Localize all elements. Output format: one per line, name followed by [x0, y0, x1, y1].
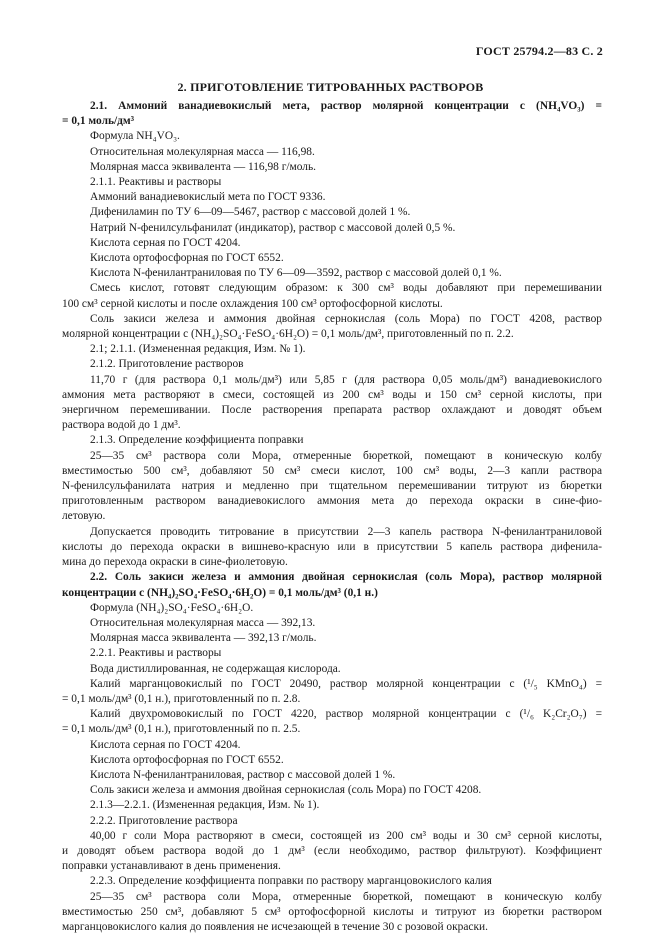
page-header: ГОСТ 25794.2—83 С. 2 [475, 44, 603, 58]
text-line: Дифениламин по ТУ 6—09—5467, раствор с массовой долей 1 %. [90, 206, 411, 219]
text-line: кислоты до перехода окраски в вишнево-красную или в присутствии 5 капель раствора дифенила- [62, 540, 602, 553]
text-line: Кислота ортофосфорная по ГОСТ 6552. [90, 753, 284, 766]
text-line: 25—35 см³ раствора соли Мора, отмеренные бюреткой, помещают в коническую колбу [90, 890, 602, 903]
text-line: 2.2. Соль закиси железа и аммония двойная сернокислая (соль Мора), раствор молярной [90, 571, 602, 584]
text-line: Допускается проводить титрование в присутствии 2—3 капель раствора N-фенилантраниловой [90, 525, 602, 538]
text-line: = 0,1 моль/дм³ (0,1 н.), приготовленный по п. 2.8. [62, 692, 301, 705]
text-line: 2.1.3. Определение коэффициента поправки [90, 434, 304, 447]
document-body [62, 99, 602, 935]
text-line: концентрации c (NH₄)₂SO₄·FeSO₄·6H₂O) = 0,1 моль/дм³ (0,1 н.) [62, 586, 378, 599]
text-line: Калий марганцовокислый по ГОСТ 20490, раствор молярной концентрации c (¹/₅ KMnO₄) = [90, 677, 602, 690]
text-line: вместимостью 250 см³, добавляют 5 см³ ортофосфорной кислоты и титруют из бюретки раствором [62, 905, 602, 918]
text-line: Молярная масса эквивалента — 392,13 г/моль. [90, 632, 317, 645]
text-line: Кислота серная по ГОСТ 4204. [90, 738, 241, 751]
text-line: и доводят объем раствора водой до 1 дм³ (если необходимо, раствор фильтруют). Коэффициент [62, 844, 602, 857]
text-line: Кислота ортофосфорная по ГОСТ 6552. [90, 252, 284, 265]
text-line: Кислота N-фенилантраниловая по ТУ 6—09—3592, раствор с массовой долей 0,1 %. [90, 267, 502, 280]
text-line: 100 см³ серной кислоты и после охлаждения 100 см³ ортофосфорной кислоты. [62, 297, 443, 310]
text-line: 2.1.2. Приготовление растворов [90, 358, 244, 371]
text-line: приготовленным раствором ванадиевокислого аммония мета до перехода окраски в сине-фио- [62, 495, 602, 508]
text-line: 2.1.1. Реактивы и растворы [90, 176, 222, 189]
text-line: мина до перехода окраски в сине-фиолетовую. [62, 556, 288, 569]
text-line: = 0,1 моль/дм³ (0,1 н.), приготовленный по п. 2.5. [62, 723, 301, 736]
text-line: Формула NH₄VO₃. [90, 130, 180, 143]
text-line: вместимостью 500 см³, добавляют 50 см³ смеси кислот, 100 см³ воды, 2—3 капли раствора [62, 464, 602, 477]
text-line: 2.2.3. Определение коэффициента поправки по раствору марганцовокислого калия [90, 875, 492, 888]
text-line: Натрий N-фенилсульфанилат (индикатор), раствор с массовой долей 0,5 %. [90, 221, 456, 234]
text-line: марганцовокислого калия до появления не исчезающей в течение 30 с розовой окраски. [62, 920, 488, 933]
text-line: Кислота серная по ГОСТ 4204. [90, 236, 241, 249]
text-line: Соль закиси железа и аммония двойная сернокислая (соль Мора) по ГОСТ 4208. [90, 784, 482, 797]
text-line: летовую. [62, 510, 106, 523]
text-line: Формула (NH₄)₂SO₄·FeSO₄·6H₂O. [90, 601, 254, 614]
text-line: энергичном перемешивании. После растворения препарата раствор охлаждают и доводят объем [62, 404, 602, 417]
text-line: 2.1; 2.1.1. (Измененная редакция, Изм. № 1). [90, 343, 306, 356]
text-line: поправки устанавливают в день применения. [62, 860, 281, 873]
text-line: 2.1. Аммоний ванадиевокислый мета, раствор молярной концентрации c (NH₄VO₃) = [90, 100, 602, 112]
text-line: Аммоний ванадиевокислый мета по ГОСТ 9336. [90, 191, 326, 204]
text-line: Кислота N-фенилантраниловая, раствор с массовой долей 1 %. [90, 768, 396, 781]
text-line: Относительная молекулярная масса — 116,98. [90, 145, 315, 158]
text-line: 40,00 г соли Мора растворяют в смеси, состоящей из 200 см³ воды и 30 см³ серной кислоты, [90, 829, 602, 842]
text-line: Вода дистиллированная, не содержащая кислорода. [90, 662, 341, 675]
text-line: Калий двухромовокислый по ГОСТ 4220, раствор молярной концентрации c (¹/₆ K₂Cr₂O₇) = [90, 708, 602, 721]
text-line: N-фенилсульфанилата натрия и медленно при тщательном перемешивании титруют из бюретки [62, 480, 602, 493]
text-line: Относительная молекулярная масса — 392,13. [90, 616, 316, 629]
text-line: молярной концентрации c (NH₄)₂SO₄·FeSO₄·6H₂O) = 0,1 моль/дм³, приготовленный по п. 2.2. [62, 328, 514, 341]
text-line: Молярная масса эквивалента — 116,98 г/моль. [90, 160, 317, 173]
text-line: Соль закиси железа и аммония двойная сернокислая (соль Мора) по ГОСТ 4208, раствор [90, 312, 602, 325]
text-line: 2.1.3—2.2.1. (Измененная редакция, Изм. № 1). [90, 799, 320, 812]
text-line: 2.2.2. Приготовление раствора [90, 814, 238, 827]
text-line: 2.2.1. Реактивы и растворы [90, 647, 222, 660]
text-line: 25—35 см³ раствора соли Мора, отмеренные бюреткой, помещают в коническую колбу [90, 449, 602, 462]
section-title: 2. ПРИГОТОВЛЕНИЕ ТИТРОВАННЫХ РАСТВОРОВ [177, 80, 484, 94]
text-line: раствора водой до 1 дм³. [62, 419, 181, 432]
text-line: = 0,1 моль/дм³ [62, 115, 135, 128]
text-line: Смесь кислот, готовят следующим образом: к 300 см³ воды добавляют при перемешивании [90, 282, 602, 295]
text-line: аммония мета растворяют в смеси, состоящей из 200 см³ воды и 150 см³ серной кислоты, при [62, 388, 602, 401]
text-line: 11,70 г (для раствора 0,1 моль/дм³) или 5,85 г (для раствора 0,05 моль/дм³) ванадиевокислого [90, 373, 602, 386]
